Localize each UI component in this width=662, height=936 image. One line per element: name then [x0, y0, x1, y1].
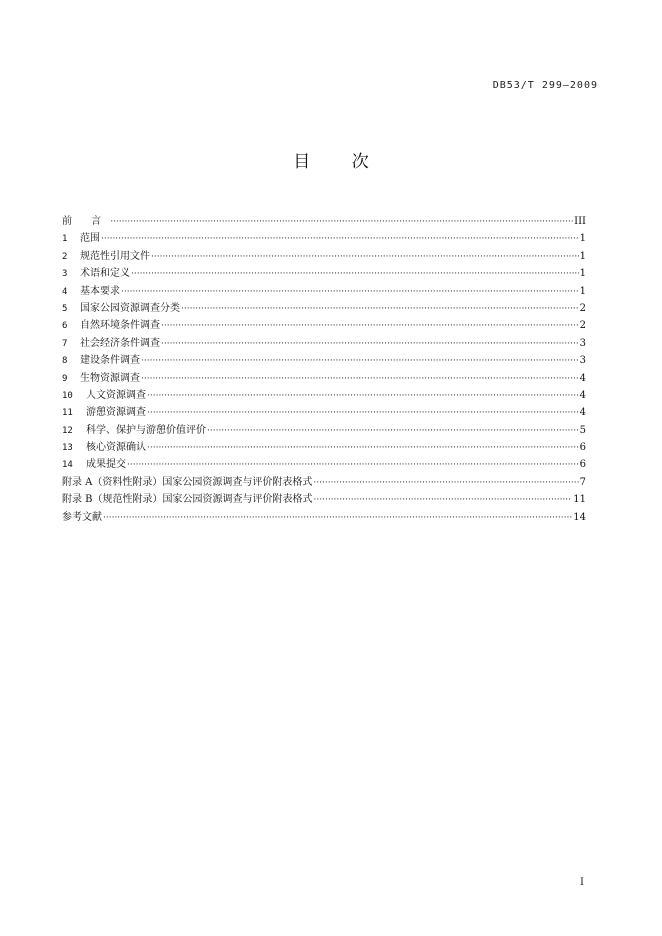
toc-section-number: 10 — [62, 390, 73, 401]
toc-leader — [313, 475, 578, 492]
toc-page-number: III — [574, 216, 586, 227]
toc-page-number: 4 — [579, 389, 586, 401]
toc-label: 建设条件调查 — [80, 355, 140, 367]
toc-label: 生物资源调查 — [80, 372, 140, 384]
toc-leader — [141, 353, 579, 370]
toc-entry-12[interactable] — [62, 422, 586, 439]
toc-entry-4[interactable] — [62, 283, 586, 300]
toc-leader — [127, 457, 579, 474]
toc-section-number: 3 — [62, 269, 68, 280]
page-number: I — [580, 877, 584, 888]
toc-entry-10[interactable] — [62, 387, 586, 404]
toc-page-number: 2 — [579, 320, 586, 332]
toc-section-number: 13 — [62, 443, 73, 454]
toc-entry-13[interactable] — [62, 439, 586, 456]
toc-page-number: 1 — [579, 233, 586, 245]
toc-page-number: 3 — [579, 355, 586, 367]
toc-label: 参考文献 — [62, 511, 102, 523]
toc-page-number: 4 — [579, 372, 586, 384]
toc-section-number: 12 — [62, 425, 73, 436]
toc-entry-2[interactable] — [62, 248, 586, 265]
toc-page-number: 11 — [573, 494, 586, 506]
toc-section-number: 1 — [62, 234, 68, 245]
toc-page-number: 1 — [579, 250, 586, 262]
toc-label: 自然环境条件调查 — [80, 320, 160, 332]
toc-section-number: 5 — [62, 303, 68, 314]
toc-label: 成果提交 — [86, 459, 126, 471]
toc-leader — [147, 388, 579, 405]
toc-label: 社会经济条件调查 — [80, 337, 160, 349]
document-code: DB53/T 299—2009 — [492, 80, 598, 91]
toc-page-number: 3 — [579, 337, 586, 349]
toc-leader — [207, 423, 579, 440]
toc-entry-6[interactable] — [62, 317, 586, 334]
toc-entry-7[interactable] — [62, 335, 586, 352]
toc-leader — [151, 249, 579, 266]
toc-leader — [121, 284, 579, 301]
toc-section-number: 8 — [62, 356, 68, 367]
toc-label: 国家公园资源调查分类 — [80, 302, 180, 314]
toc-page-number: 7 — [579, 476, 586, 488]
toc-section-number: 14 — [62, 460, 73, 471]
toc-leader — [131, 266, 579, 283]
toc-leader — [181, 301, 579, 318]
toc-entry-appendix-b[interactable] — [62, 491, 586, 508]
toc-entry-5[interactable] — [62, 300, 586, 317]
toc-page-number: 1 — [579, 268, 586, 280]
toc-label: 术语和定义 — [80, 268, 130, 280]
toc-leader — [314, 492, 573, 509]
toc-section-number: 2 — [62, 251, 68, 262]
toc-label: 基本要求 — [80, 285, 120, 297]
toc-label: 前 言 — [62, 216, 110, 227]
toc-entry-11[interactable] — [62, 404, 586, 421]
toc-page-number: 5 — [579, 424, 586, 436]
toc-page-number: 4 — [579, 407, 586, 419]
toc-leader — [141, 371, 579, 388]
toc-label: 人文资源调查 — [86, 389, 146, 401]
table-of-contents — [62, 213, 586, 526]
toc-entry-9[interactable] — [62, 370, 586, 387]
toc-page-number: 6 — [579, 459, 586, 471]
toc-label: 游憩资源调查 — [86, 407, 146, 419]
toc-label: 规范性引用文件 — [80, 250, 150, 262]
toc-entry-appendix-a[interactable] — [62, 474, 586, 491]
toc-entry-foreword[interactable] — [62, 213, 586, 230]
toc-entry-references[interactable] — [62, 509, 586, 526]
toc-label: 附录 B（规范性附录）国家公园资源调查与评价附表格式 — [62, 494, 313, 506]
toc-label: 附录 A（资料性附录）国家公园资源调查与评价附表格式 — [62, 476, 313, 488]
toc-entry-14[interactable] — [62, 456, 586, 473]
toc-leader — [161, 318, 579, 335]
toc-label: 核心资源确认 — [86, 442, 146, 454]
toc-page-number: 2 — [579, 302, 586, 314]
toc-leader — [103, 510, 572, 527]
toc-page-number: 6 — [579, 442, 586, 454]
toc-entry-1[interactable] — [62, 230, 586, 247]
toc-section-number: 4 — [62, 286, 68, 297]
toc-leader — [147, 405, 579, 422]
toc-leader — [161, 336, 579, 353]
toc-label: 范围 — [80, 233, 100, 245]
toc-entry-8[interactable] — [62, 352, 586, 369]
toc-section-number: 6 — [62, 321, 68, 332]
toc-section-number: 9 — [62, 373, 68, 384]
page-title: 目 次 — [293, 152, 387, 172]
toc-leader — [147, 440, 579, 457]
toc-leader — [110, 214, 573, 231]
toc-leader — [101, 231, 579, 248]
toc-page-number: 14 — [573, 511, 586, 523]
toc-label: 科学、保护与游憩价值评价 — [86, 424, 206, 436]
toc-section-number: 11 — [62, 408, 73, 419]
toc-entry-3[interactable] — [62, 265, 586, 282]
toc-section-number: 7 — [62, 338, 68, 349]
toc-page-number: 1 — [579, 285, 586, 297]
